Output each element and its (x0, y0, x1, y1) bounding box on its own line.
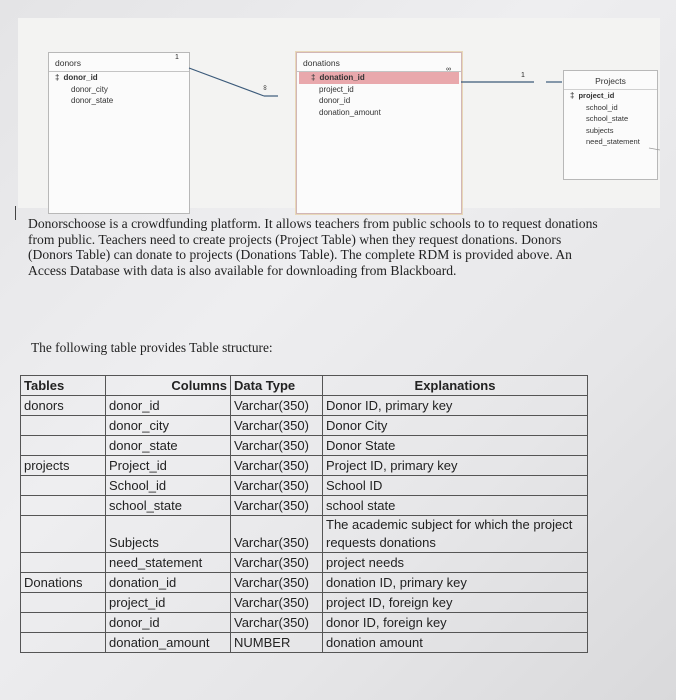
donors-donations-line (189, 68, 264, 96)
cell-data-type: Varchar(350) (231, 396, 323, 416)
table-row (21, 476, 588, 496)
cell-data-type: Varchar(350) (231, 416, 323, 436)
cardinality-one-label: 1 (521, 72, 525, 79)
header-data-type: Data Type (231, 376, 323, 396)
cardinality-many-label: ∞ (261, 85, 268, 90)
table-row (21, 416, 588, 436)
cell-data-type: NUMBER (231, 633, 323, 653)
cell-table (21, 516, 106, 553)
relational-diagram (18, 18, 660, 208)
table-row (21, 613, 588, 633)
cell-explanation: donation ID, primary key (323, 573, 588, 593)
table-structure (20, 375, 588, 653)
entity-field: project_id (319, 84, 354, 94)
cell-data-type: Varchar(350) (231, 593, 323, 613)
cell-column: donor_city (106, 416, 231, 436)
header-columns: Columns (106, 376, 231, 396)
cell-column: donation_amount (106, 633, 231, 653)
cell-table (21, 476, 106, 496)
entity-field: ‡ donor_id (49, 72, 189, 84)
cell-table: projects (21, 456, 106, 476)
cell-column: project_id (106, 593, 231, 613)
cell-column: donation_id (106, 573, 231, 593)
relationship-lines (18, 18, 660, 208)
cell-data-type: Varchar(350) (231, 573, 323, 593)
cell-data-type: Varchar(350) (231, 553, 323, 573)
entity-field: ‡ donation_id (299, 72, 459, 84)
cell-explanation: project ID, foreign key (323, 593, 588, 613)
cell-data-type: Varchar(350) (231, 613, 323, 633)
cell-explanation: Donor City (323, 416, 588, 436)
entity-title: donors (49, 53, 189, 72)
cell-table (21, 416, 106, 436)
cell-table: Donations (21, 573, 106, 593)
table-row (21, 496, 588, 516)
table-header-row (21, 376, 588, 396)
cell-column: Project_id (106, 456, 231, 476)
cell-explanation: school state (323, 496, 588, 516)
header-explanations: Explanations (323, 376, 588, 396)
scroll-edge-mark (649, 148, 660, 150)
cell-table: donors (21, 396, 106, 416)
header-tables: Tables (21, 376, 106, 396)
cell-explanation: donation amount (323, 633, 588, 653)
entity-field: donation_amount (319, 107, 381, 117)
cell-explanation: Project ID, primary key (323, 456, 588, 476)
cell-table (21, 593, 106, 613)
entity-field: donor_city (71, 84, 108, 94)
cardinality-one-label: 1 (175, 54, 179, 61)
cell-column: Subjects (106, 516, 231, 553)
cell-data-type: Varchar(350) (231, 436, 323, 456)
cell-data-type: Varchar(350) (231, 476, 323, 496)
table-intro: The following table provides Table structure: (31, 340, 273, 355)
cell-explanation: School ID (323, 476, 588, 496)
cell-data-type: Varchar(350) (231, 496, 323, 516)
cell-explanation: donor ID, foreign key (323, 613, 588, 633)
cell-explanation: Donor State (323, 436, 588, 456)
entity-field: ‡ project_id (564, 90, 657, 102)
cell-explanation: Donor ID, primary key (323, 396, 588, 416)
entity-title: donations (297, 53, 461, 72)
cell-column: School_id (106, 476, 231, 496)
entity-field: subjects (586, 125, 614, 135)
table-row (21, 633, 588, 653)
table-row (21, 396, 588, 416)
cell-table (21, 553, 106, 573)
table-row (21, 553, 588, 573)
cell-column: donor_id (106, 613, 231, 633)
entity-field: need_statement (586, 137, 640, 146)
description-paragraph: Donorschoose is a crowdfunding platform. It allows teachers from public schools to to request donations from public. Teachers need to create projects (Project Table) when they request donations. Donors (Donors Table) can donate to projects (Donations Table). The complete RDM is provided above. An Access Database with data is also available for downloading from Blackboard. (28, 216, 598, 278)
table-row (21, 516, 588, 553)
entity-field: school_id (586, 102, 618, 112)
cell-table (21, 633, 106, 653)
cell-table (21, 613, 106, 633)
cell-column: need_statement (106, 553, 231, 573)
table-row (21, 573, 588, 593)
entity-field: school_state (586, 114, 629, 123)
cell-column: school_state (106, 496, 231, 516)
table-row (21, 436, 588, 456)
cell-explanation: The academic subject for which the project requests donations (323, 516, 588, 553)
cell-column: donor_id (106, 396, 231, 416)
table-row (21, 593, 588, 613)
table-row (21, 456, 588, 476)
cell-column: donor_state (106, 436, 231, 456)
cell-data-type: Varchar(350) (231, 516, 323, 553)
cardinality-many-label: ∞ (446, 66, 451, 73)
entity-field: donor_id (319, 96, 351, 105)
cell-explanation: project needs (323, 553, 588, 573)
cell-data-type: Varchar(350) (231, 456, 323, 476)
entity-title: Projects (564, 71, 657, 90)
cell-table (21, 436, 106, 456)
text-cursor (15, 206, 16, 220)
cell-table (21, 496, 106, 516)
entity-field: donor_state (71, 96, 114, 105)
